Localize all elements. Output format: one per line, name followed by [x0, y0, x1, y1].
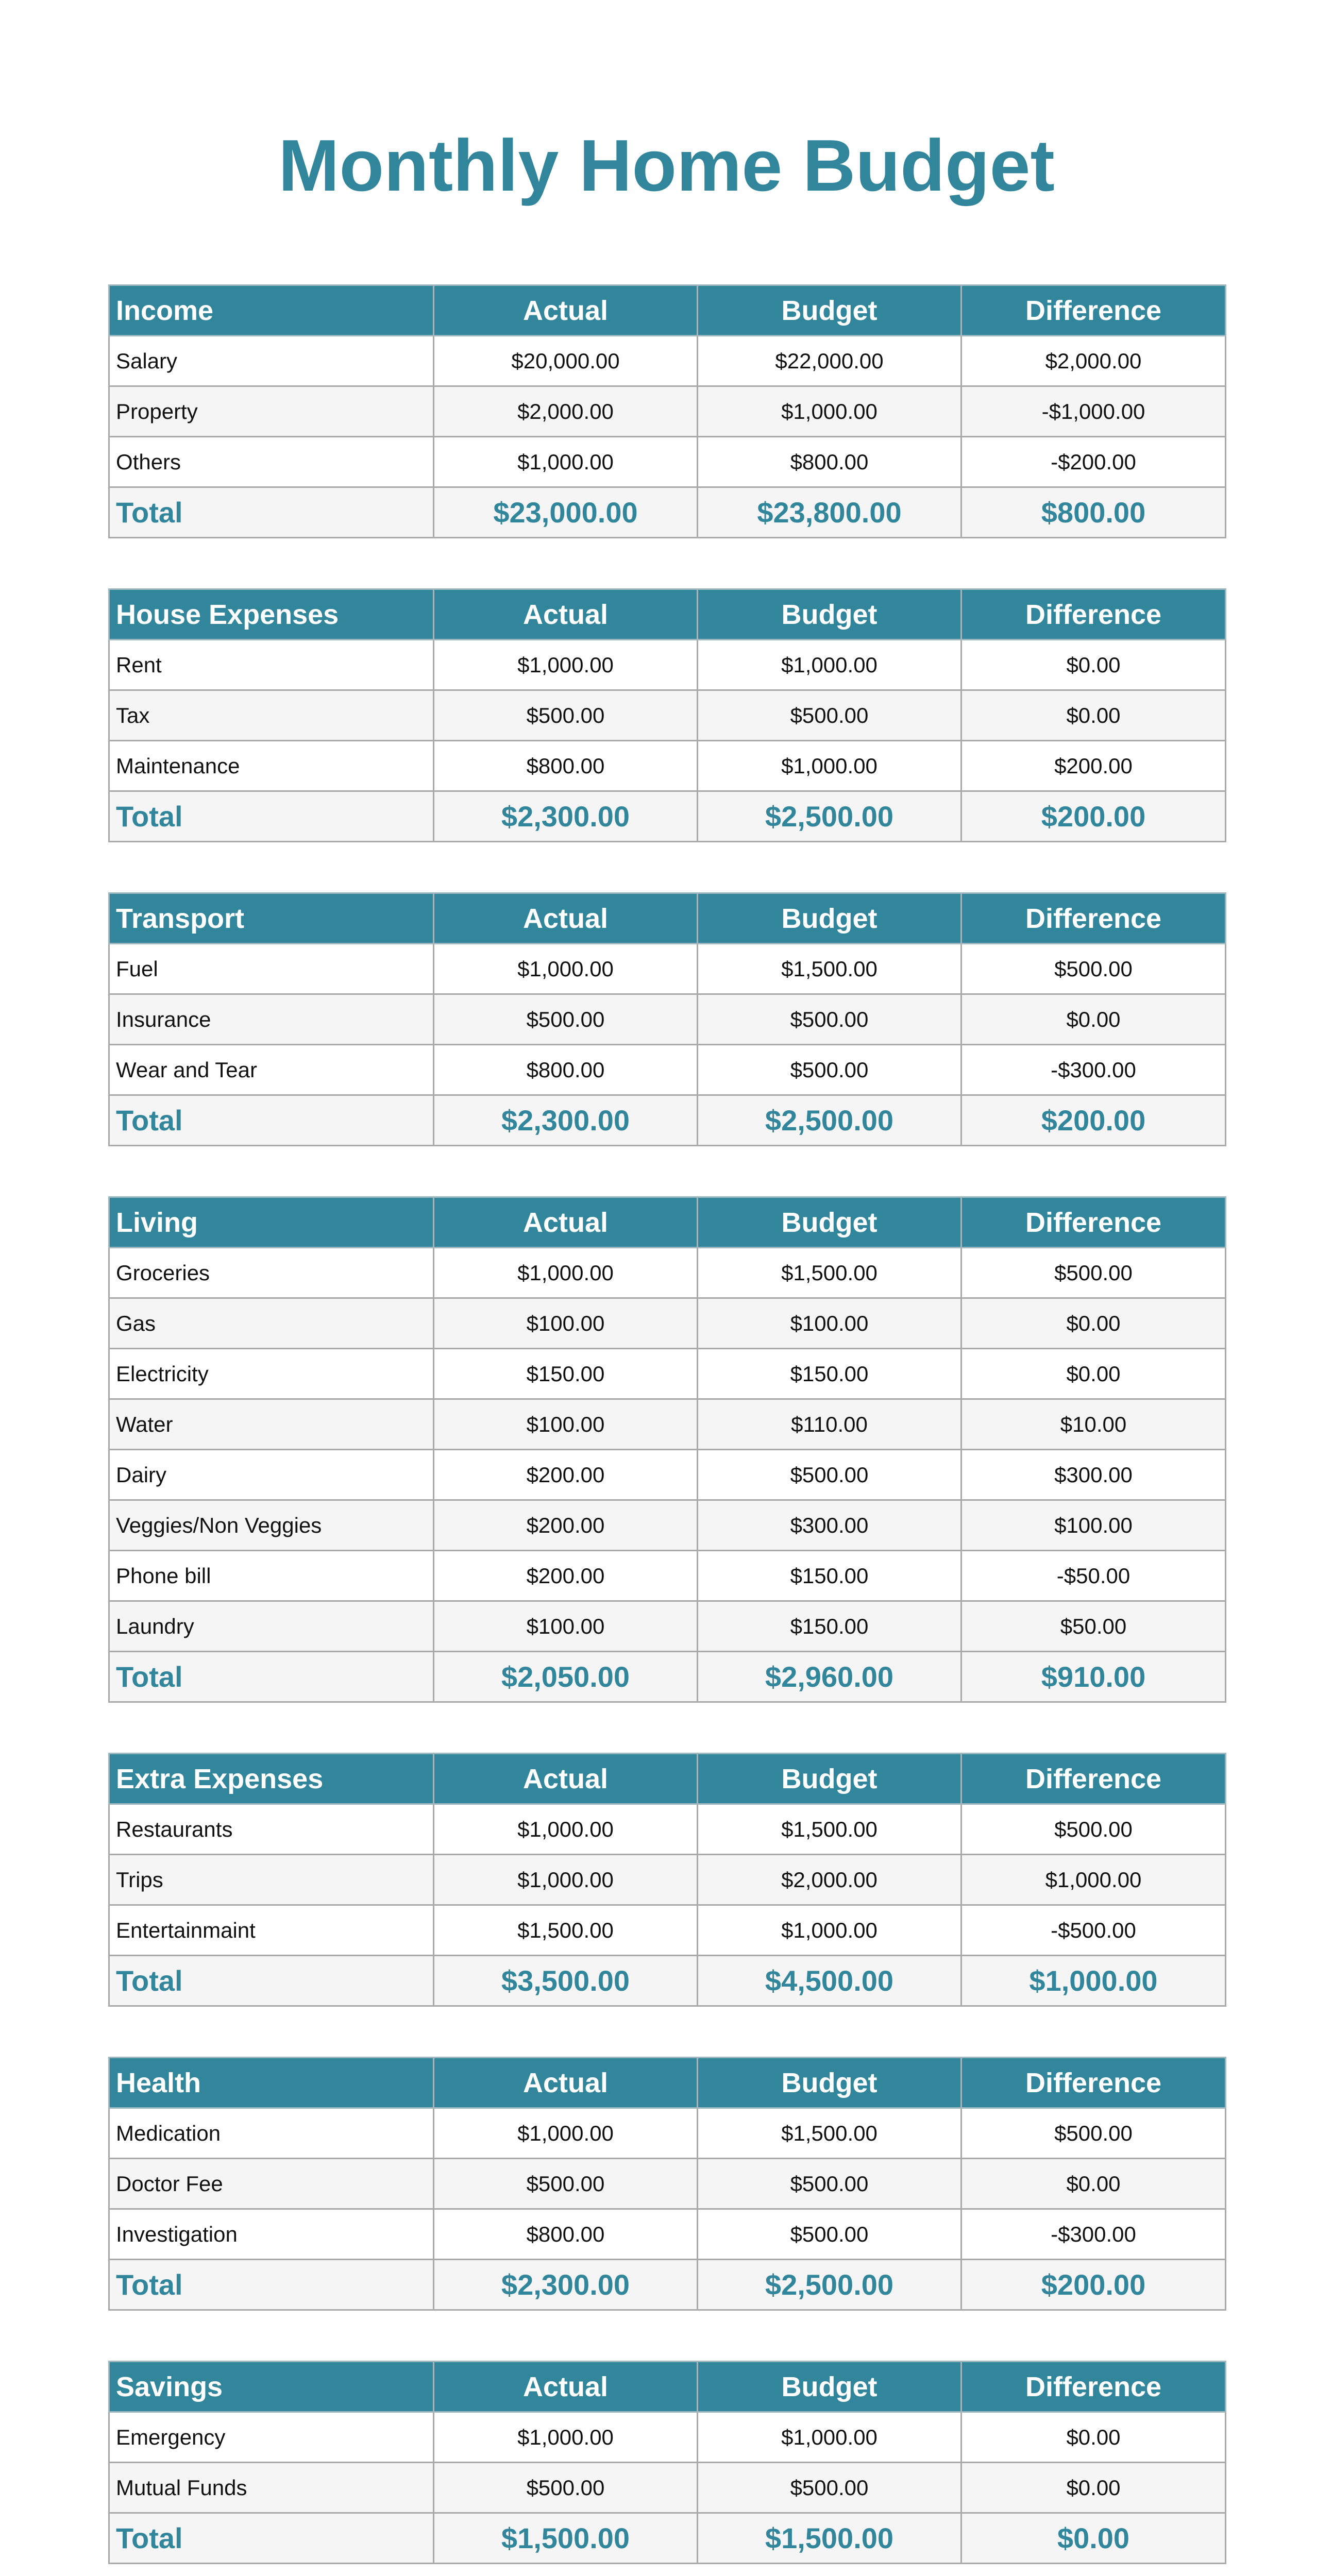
savings-row-difference: $0.00: [961, 2463, 1226, 2513]
transport-header-actual: Actual: [434, 893, 698, 944]
living-row-category-label: Electricity: [109, 1349, 434, 1399]
living-row-budget: $150.00: [698, 1551, 961, 1601]
transport-row: [109, 994, 1226, 1045]
extra-expenses-header-difference: Difference: [961, 1754, 1226, 1804]
living-row-actual: $200.00: [434, 1450, 698, 1500]
income-row-budget: $800.00: [698, 437, 961, 487]
living-row-category-label: Groceries: [109, 1248, 434, 1298]
living-row-category-label: Dairy: [109, 1450, 434, 1500]
living-row: [109, 1500, 1226, 1551]
house-expenses-row-category-label: Rent: [109, 640, 434, 690]
transport-row: [109, 1045, 1226, 1095]
transport-total-difference: $200.00: [961, 1095, 1226, 1146]
savings-row-budget: $500.00: [698, 2463, 961, 2513]
savings-header: [109, 2362, 1226, 2412]
extra-expenses-total-difference: $1,000.00: [961, 1956, 1226, 2006]
house-expenses-row-actual: $500.00: [434, 690, 698, 741]
income-row-budget: $1,000.00: [698, 386, 961, 437]
extra-expenses-row-budget: $1,000.00: [698, 1905, 961, 1956]
income-header: [109, 285, 1226, 336]
income-row-budget: $22,000.00: [698, 336, 961, 386]
house-expenses-row-difference: $200.00: [961, 741, 1226, 791]
living-row-actual: $100.00: [434, 1601, 698, 1652]
income-total-budget: $23,800.00: [698, 487, 961, 538]
living-total-budget: $2,960.00: [698, 1652, 961, 1702]
house-expenses-row-difference: $0.00: [961, 690, 1226, 741]
house-expenses-row: [109, 690, 1226, 741]
living-row-category-label: Gas: [109, 1298, 434, 1349]
health-row-budget: $500.00: [698, 2209, 961, 2260]
health-table: [108, 2057, 1226, 2311]
health-header: [109, 2058, 1226, 2108]
living-row-budget: $500.00: [698, 1450, 961, 1500]
transport-header-category-label: Transport: [109, 893, 434, 944]
living-row: [109, 1450, 1226, 1500]
transport-row-budget: $1,500.00: [698, 944, 961, 994]
transport-row-budget: $500.00: [698, 994, 961, 1045]
transport-row-category-label: Insurance: [109, 994, 434, 1045]
transport-total-category-label: Total: [109, 1095, 434, 1146]
savings-header-difference: Difference: [961, 2362, 1226, 2412]
extra-expenses-row: [109, 1804, 1226, 1855]
extra-expenses-total: [109, 1956, 1226, 2006]
living-row: [109, 1298, 1226, 1349]
savings-row-actual: $500.00: [434, 2463, 698, 2513]
income-header-actual: Actual: [434, 285, 698, 336]
house-expenses-header-actual: Actual: [434, 589, 698, 640]
living-total-difference: $910.00: [961, 1652, 1226, 1702]
income-row: [109, 437, 1226, 487]
health-row-category-label: Medication: [109, 2108, 434, 2159]
income-header-difference: Difference: [961, 285, 1226, 336]
health-total: [109, 2260, 1226, 2310]
income-row-actual: $2,000.00: [434, 386, 698, 437]
living-row-budget: $1,500.00: [698, 1248, 961, 1298]
health-header-actual: Actual: [434, 2058, 698, 2108]
savings-table: [108, 2361, 1226, 2564]
living-row-budget: $110.00: [698, 1399, 961, 1450]
extra-expenses-row: [109, 1905, 1226, 1956]
health-total-budget: $2,500.00: [698, 2260, 961, 2310]
transport-row-difference: $0.00: [961, 994, 1226, 1045]
extra-expenses-total-category-label: Total: [109, 1956, 434, 2006]
living-row-budget: $300.00: [698, 1500, 961, 1551]
extra-expenses-row-difference: -$500.00: [961, 1905, 1226, 1956]
house-expenses-header-category-label: House Expenses: [109, 589, 434, 640]
house-expenses-row-budget: $1,000.00: [698, 640, 961, 690]
extra-expenses-row-actual: $1,000.00: [434, 1804, 698, 1855]
living-row: [109, 1601, 1226, 1652]
house-expenses-row: [109, 640, 1226, 690]
transport-total-budget: $2,500.00: [698, 1095, 961, 1146]
transport-row-actual: $1,000.00: [434, 944, 698, 994]
income-row-actual: $1,000.00: [434, 437, 698, 487]
living-row-actual: $1,000.00: [434, 1248, 698, 1298]
living-table: [108, 1196, 1226, 1703]
extra-expenses-row-category-label: Entertainmaint: [109, 1905, 434, 1956]
income-row-category-label: Property: [109, 386, 434, 437]
health-total-difference: $200.00: [961, 2260, 1226, 2310]
living-row: [109, 1399, 1226, 1450]
income-row: [109, 336, 1226, 386]
income-row-category-label: Others: [109, 437, 434, 487]
house-expenses-row-actual: $800.00: [434, 741, 698, 791]
house-expenses-total: [109, 791, 1226, 842]
savings-row-budget: $1,000.00: [698, 2412, 961, 2463]
extra-expenses-row-actual: $1,500.00: [434, 1905, 698, 1956]
income-total: [109, 487, 1226, 538]
living-row-difference: -$50.00: [961, 1551, 1226, 1601]
savings-header-budget: Budget: [698, 2362, 961, 2412]
transport-total-actual: $2,300.00: [434, 1095, 698, 1146]
health-row-difference: -$300.00: [961, 2209, 1226, 2260]
transport-row-difference: -$300.00: [961, 1045, 1226, 1095]
health-total-category-label: Total: [109, 2260, 434, 2310]
extra-expenses-row-budget: $2,000.00: [698, 1855, 961, 1905]
house-expenses-row-budget: $1,000.00: [698, 741, 961, 791]
living-row: [109, 1551, 1226, 1601]
living-row-difference: $10.00: [961, 1399, 1226, 1450]
living-row-difference: $0.00: [961, 1298, 1226, 1349]
extra-expenses-row-budget: $1,500.00: [698, 1804, 961, 1855]
income-total-difference: $800.00: [961, 487, 1226, 538]
house-expenses-header-budget: Budget: [698, 589, 961, 640]
extra-expenses-row-difference: $1,000.00: [961, 1855, 1226, 1905]
living-row: [109, 1349, 1226, 1399]
savings-row: [109, 2412, 1226, 2463]
income-header-budget: Budget: [698, 285, 961, 336]
income-row-category-label: Salary: [109, 336, 434, 386]
health-row-budget: $500.00: [698, 2159, 961, 2209]
health-total-actual: $2,300.00: [434, 2260, 698, 2310]
transport-row-actual: $800.00: [434, 1045, 698, 1095]
living-row-actual: $100.00: [434, 1399, 698, 1450]
living-row-category-label: Laundry: [109, 1601, 434, 1652]
health-row-actual: $500.00: [434, 2159, 698, 2209]
extra-expenses-header: [109, 1754, 1226, 1804]
living-row-actual: $200.00: [434, 1500, 698, 1551]
health-row: [109, 2159, 1226, 2209]
savings-row: [109, 2463, 1226, 2513]
house-expenses-total-difference: $200.00: [961, 791, 1226, 842]
living-header-actual: Actual: [434, 1197, 698, 1248]
health-row-category-label: Investigation: [109, 2209, 434, 2260]
savings-total: [109, 2513, 1226, 2564]
transport-row-difference: $500.00: [961, 944, 1226, 994]
health-row: [109, 2209, 1226, 2260]
house-expenses-row-category-label: Tax: [109, 690, 434, 741]
income-row-difference: -$1,000.00: [961, 386, 1226, 437]
house-expenses-total-category-label: Total: [109, 791, 434, 842]
health-row-difference: $500.00: [961, 2108, 1226, 2159]
savings-total-category-label: Total: [109, 2513, 434, 2564]
income-table: [108, 284, 1226, 538]
income-total-category-label: Total: [109, 487, 434, 538]
savings-row-category-label: Mutual Funds: [109, 2463, 434, 2513]
transport-row-budget: $500.00: [698, 1045, 961, 1095]
page-title: Monthly Home Budget: [278, 125, 1055, 207]
transport-row-actual: $500.00: [434, 994, 698, 1045]
savings-row-category-label: Emergency: [109, 2412, 434, 2463]
house-expenses-row-category-label: Maintenance: [109, 741, 434, 791]
health-row-actual: $800.00: [434, 2209, 698, 2260]
savings-header-category-label: Savings: [109, 2362, 434, 2412]
house-expenses-row-budget: $500.00: [698, 690, 961, 741]
income-row-difference: -$200.00: [961, 437, 1226, 487]
health-header-difference: Difference: [961, 2058, 1226, 2108]
savings-row-actual: $1,000.00: [434, 2412, 698, 2463]
house-expenses-total-actual: $2,300.00: [434, 791, 698, 842]
extra-expenses-row-difference: $500.00: [961, 1804, 1226, 1855]
living-row-actual: $100.00: [434, 1298, 698, 1349]
living-header-budget: Budget: [698, 1197, 961, 1248]
living-row-difference: $500.00: [961, 1248, 1226, 1298]
living-total-actual: $2,050.00: [434, 1652, 698, 1702]
health-header-budget: Budget: [698, 2058, 961, 2108]
living-row-category-label: Phone bill: [109, 1551, 434, 1601]
house-expenses-row-difference: $0.00: [961, 640, 1226, 690]
extra-expenses-row-category-label: Restaurants: [109, 1804, 434, 1855]
transport-row-category-label: Fuel: [109, 944, 434, 994]
house-expenses-total-budget: $2,500.00: [698, 791, 961, 842]
living-row-difference: $50.00: [961, 1601, 1226, 1652]
house-expenses-header-difference: Difference: [961, 589, 1226, 640]
savings-row-difference: $0.00: [961, 2412, 1226, 2463]
house-expenses-row: [109, 741, 1226, 791]
living-header: [109, 1197, 1226, 1248]
income-row: [109, 386, 1226, 437]
savings-total-actual: $1,500.00: [434, 2513, 698, 2564]
extra-expenses-row: [109, 1855, 1226, 1905]
income-row-difference: $2,000.00: [961, 336, 1226, 386]
living-row-budget: $150.00: [698, 1349, 961, 1399]
health-header-category-label: Health: [109, 2058, 434, 2108]
transport-header-budget: Budget: [698, 893, 961, 944]
health-row-category-label: Doctor Fee: [109, 2159, 434, 2209]
living-row-category-label: Water: [109, 1399, 434, 1450]
transport-table: [108, 892, 1226, 1146]
savings-header-actual: Actual: [434, 2362, 698, 2412]
living-header-category-label: Living: [109, 1197, 434, 1248]
living-header-difference: Difference: [961, 1197, 1226, 1248]
house-expenses-header: [109, 589, 1226, 640]
savings-total-difference: $0.00: [961, 2513, 1226, 2564]
extra-expenses-row-category-label: Trips: [109, 1855, 434, 1905]
living-row-difference: $0.00: [961, 1349, 1226, 1399]
health-row-difference: $0.00: [961, 2159, 1226, 2209]
extra-expenses-total-budget: $4,500.00: [698, 1956, 961, 2006]
living-total-category-label: Total: [109, 1652, 434, 1702]
transport-header-difference: Difference: [961, 893, 1226, 944]
living-row: [109, 1248, 1226, 1298]
savings-total-budget: $1,500.00: [698, 2513, 961, 2564]
extra-expenses-total-actual: $3,500.00: [434, 1956, 698, 2006]
house-expenses-table: [108, 588, 1226, 842]
transport-header: [109, 893, 1226, 944]
income-total-actual: $23,000.00: [434, 487, 698, 538]
living-row-actual: $150.00: [434, 1349, 698, 1399]
health-row-budget: $1,500.00: [698, 2108, 961, 2159]
income-row-actual: $20,000.00: [434, 336, 698, 386]
health-row: [109, 2108, 1226, 2159]
living-row-actual: $200.00: [434, 1551, 698, 1601]
transport-row-category-label: Wear and Tear: [109, 1045, 434, 1095]
extra-expenses-table: [108, 1753, 1226, 2007]
living-row-budget: $150.00: [698, 1601, 961, 1652]
living-row-category-label: Veggies/Non Veggies: [109, 1500, 434, 1551]
living-row-budget: $100.00: [698, 1298, 961, 1349]
income-header-category-label: Income: [109, 285, 434, 336]
living-row-difference: $300.00: [961, 1450, 1226, 1500]
living-row-difference: $100.00: [961, 1500, 1226, 1551]
extra-expenses-header-budget: Budget: [698, 1754, 961, 1804]
extra-expenses-header-actual: Actual: [434, 1754, 698, 1804]
house-expenses-row-actual: $1,000.00: [434, 640, 698, 690]
health-row-actual: $1,000.00: [434, 2108, 698, 2159]
extra-expenses-row-actual: $1,000.00: [434, 1855, 698, 1905]
transport-total: [109, 1095, 1226, 1146]
transport-row: [109, 944, 1226, 994]
living-total: [109, 1652, 1226, 1702]
extra-expenses-header-category-label: Extra Expenses: [109, 1754, 434, 1804]
